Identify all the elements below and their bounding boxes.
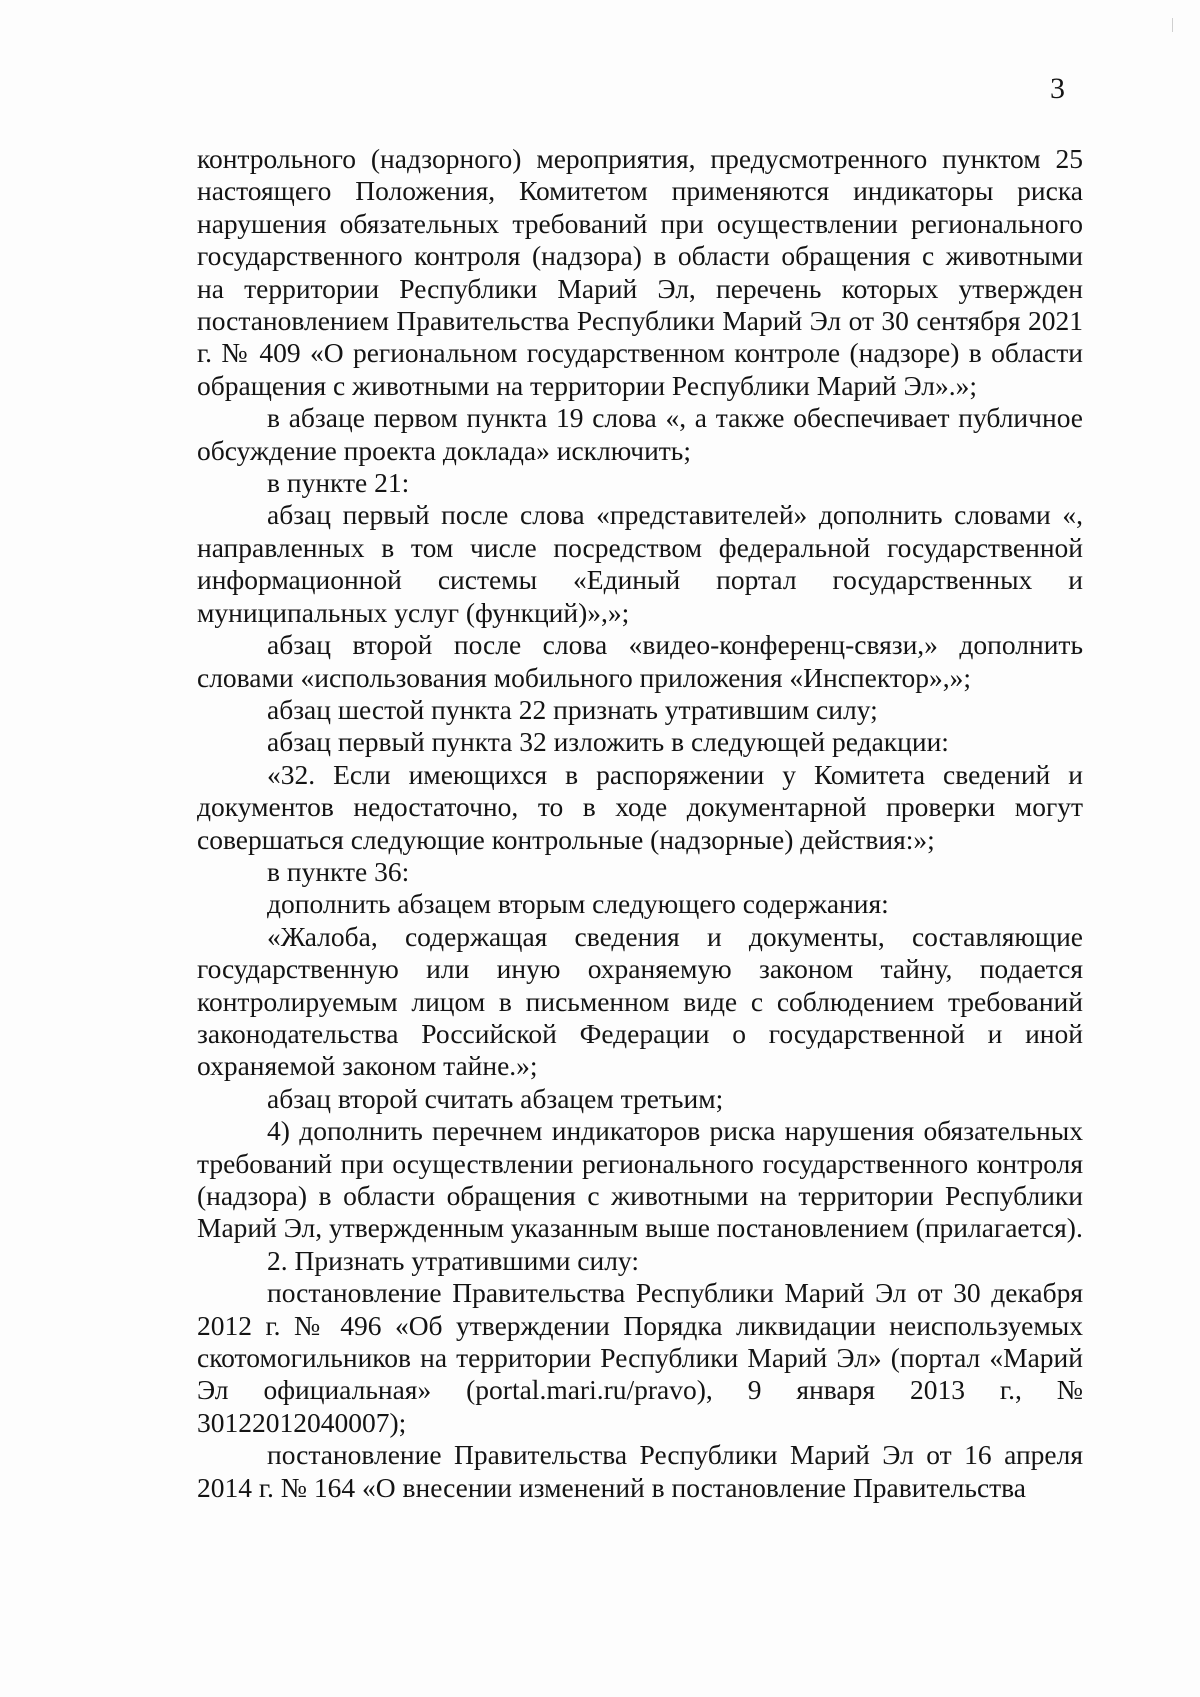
paragraph-item-19: в абзаце первом пункта 19 слова «, а также обеспечивает публичное обсуждение проекта доклада» исключить; xyxy=(197,402,1083,466)
paragraph-item-32-text: «32. Если имеющихся в распоряжении у Комитета сведений и документов недостаточно, то в ходе документарной проверки могут совершаться следующие контрольные (надзорные) действия:»; xyxy=(197,758,1083,855)
paragraph-item-4: 4) дополнить перечнем индикаторов риска нарушения обязательных требований при осуществлении регионального государственного контроля (надзора) в области обращения с животными на территории Республики Марий Эл, утвержденным указанным выше постановлением (прилагается). xyxy=(197,1115,1083,1244)
paragraph-item-32-heading: абзац первый пункта 32 изложить в следующей редакции: xyxy=(267,726,949,758)
paragraph-section-2-heading: 2. Признать утратившими силу: xyxy=(267,1244,639,1276)
paragraph-repealed-496: постановление Правительства Республики Марий Эл от 30 декабря 2012 г. № 496 «Об утверждении Порядка ликвидации неиспользуемых скотомогильников на территории Республики Марий Эл» (портал «Марий Эл официальная» (portal.mari.ru/pravo), 9 января 2013 г., № 30122012040007); xyxy=(197,1277,1083,1438)
paragraph-item-21-heading: в пункте 21: xyxy=(267,467,410,499)
paragraph-item-21-first: абзац первый после слова «представителей» дополнить словами «, направленных в том числе посредством федеральной государственной информационной системы «Единый портал государственных и муниципальных услуг (функций)»,»; xyxy=(197,499,1083,628)
scan-edge-mark xyxy=(1172,18,1173,32)
paragraph-item-36-heading: в пункте 36: xyxy=(267,855,410,887)
document-body xyxy=(197,143,1083,1504)
paragraph-item-21-second: абзац второй после слова «видео-конференц-связи,» дополнить словами «использования мобильного приложения «Инспектор»,»; xyxy=(197,629,1083,693)
paragraph-continuation: контрольного (надзорного) мероприятия, предусмотренного пунктом 25 настоящего Положения, Комитетом применяются индикаторы риска нарушения обязательных требований при осуществлении регионального государственного контроля (надзора) в области обращения с животными на территории Республики Марий Эл, перечень которых утвержден постановлением Правительства Республики Марий Эл от 30 сентября 2021 г. № 409 «О региональном государственном контроле (надзоре) в области обращения с животными на территории Республики Марий Эл».»; xyxy=(197,143,1083,401)
paragraph-item-22: абзац шестой пункта 22 признать утратившим силу; xyxy=(267,693,878,725)
paragraph-item-36-add: дополнить абзацем вторым следующего содержания: xyxy=(267,888,889,920)
paragraph-repealed-164: постановление Правительства Республики Марий Эл от 16 апреля 2014 г. № 164 «О внесении изменений в постановление Правительства xyxy=(197,1439,1083,1503)
page-number: 3 xyxy=(1050,72,1065,105)
paragraph-item-36-complaint: «Жалоба, содержащая сведения и документы, составляющие государственную или иную охраняемую законом тайну, подается контролируемым лицом в письменном виде с соблюдением требований законодательства Российской Федерации о государственной и иной охраняемой законом тайне.»; xyxy=(197,920,1083,1082)
paragraph-item-36-renumber: абзац второй считать абзацем третьим; xyxy=(267,1082,724,1114)
